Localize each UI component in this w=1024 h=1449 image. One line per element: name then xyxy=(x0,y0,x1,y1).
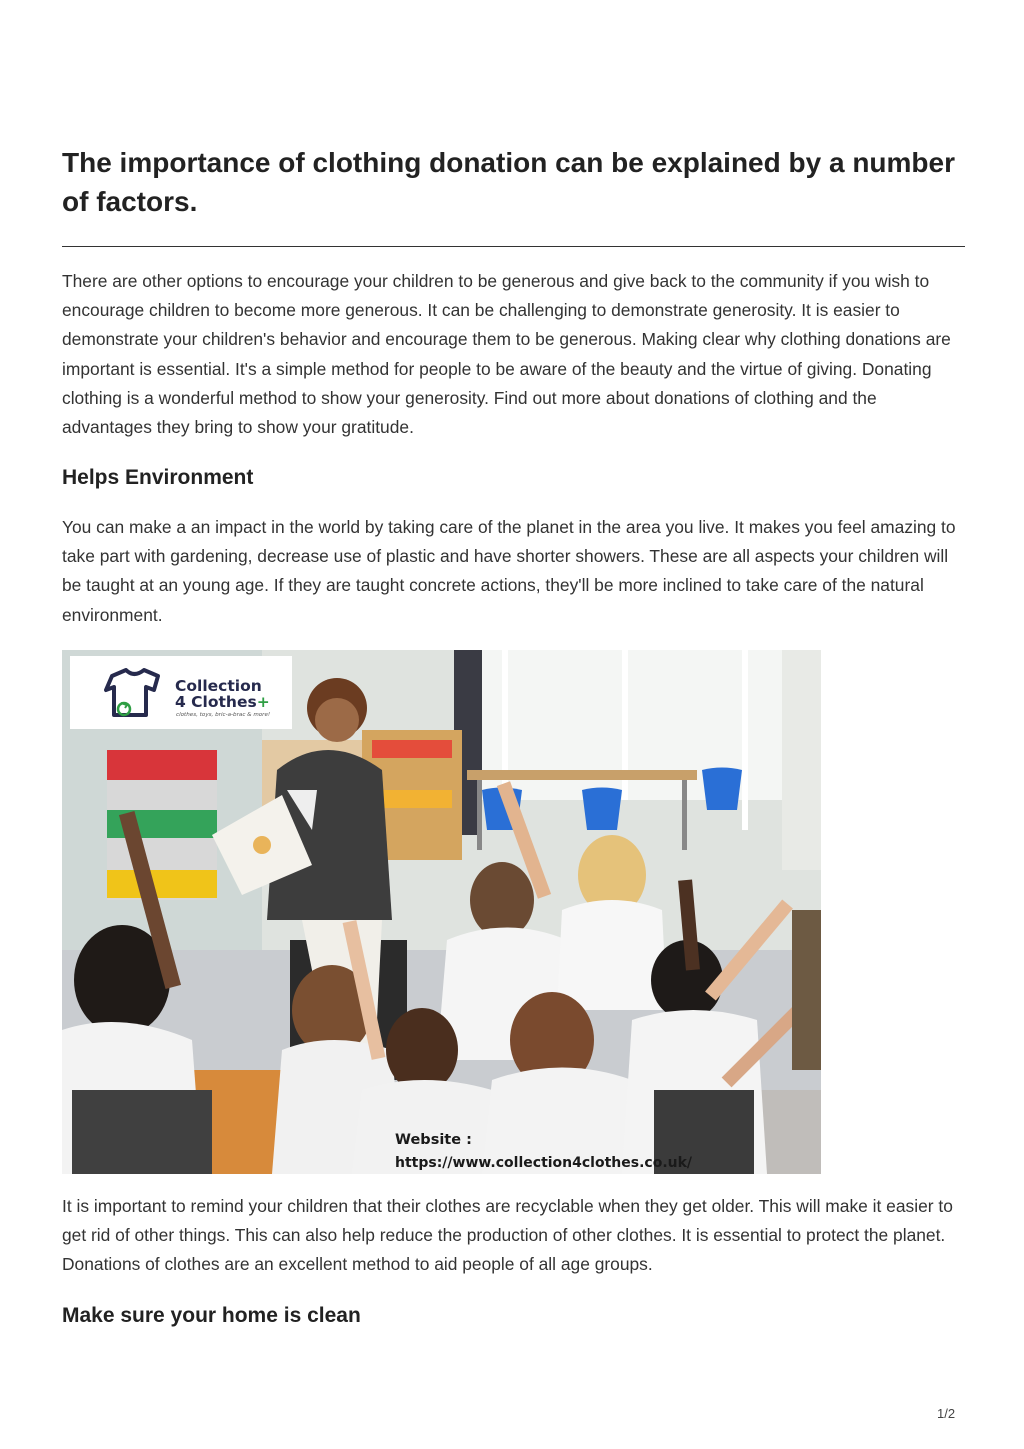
logo-tagline: clothes, toys, bric-a-brac & more! xyxy=(176,712,271,718)
logo-text-line2 xyxy=(175,694,270,711)
logo-badge xyxy=(70,656,292,729)
logo-text-line1: Collection xyxy=(175,677,262,695)
page-title: The importance of clothing donation can be explained by a number of factors. xyxy=(62,147,955,217)
environment-paragraph: You can make a an impact in the world by taking care of the planet in the area you live. It makes you feel amazing to take part with gardening, decrease use of plastic and have shorter showers. These are all aspects your children will be taught at an young age. If they are taught concrete actions, they'll be more inclined to take care of the natural environment. xyxy=(62,517,956,625)
section-heading-environment: Helps Environment xyxy=(62,466,254,489)
website-url: https://www.collection4clothes.co.uk/ xyxy=(395,1155,693,1171)
logo-text-line2-main: 4 Clothes xyxy=(175,693,257,711)
section-heading-clean-home: Make sure your home is clean xyxy=(62,1304,361,1327)
classroom-photo xyxy=(62,650,821,1174)
website-label: Website : xyxy=(395,1132,472,1148)
intro-paragraph: There are other options to encourage your children to be generous and give back to the community if you wish to encourage children to become more generous. It can be challenging to demonstrate generosity. It is easier to demonstrate your children's behavior and encourage them to be generous. Making clear why clothing donations are important is essential. It's a simple method for people to be aware of the beauty and the virtue of giving. Donating clothing is a wonderful method to show your generosity. Find out more about donations of clothing and the advantages they bring to show your gratitude. xyxy=(62,271,951,438)
title-divider xyxy=(62,246,965,247)
page-number: 1/2 xyxy=(937,1406,956,1421)
recycle-paragraph: It is important to remind your children that their clothes are recyclable when they get older. This will make it easier to get rid of other things. This can also help reduce the production of other clothes. It is essential to protect the planet. Donations of clothes are an excellent method to aid people of all age groups. xyxy=(62,1196,953,1275)
logo-plus-sign: + xyxy=(256,693,270,711)
